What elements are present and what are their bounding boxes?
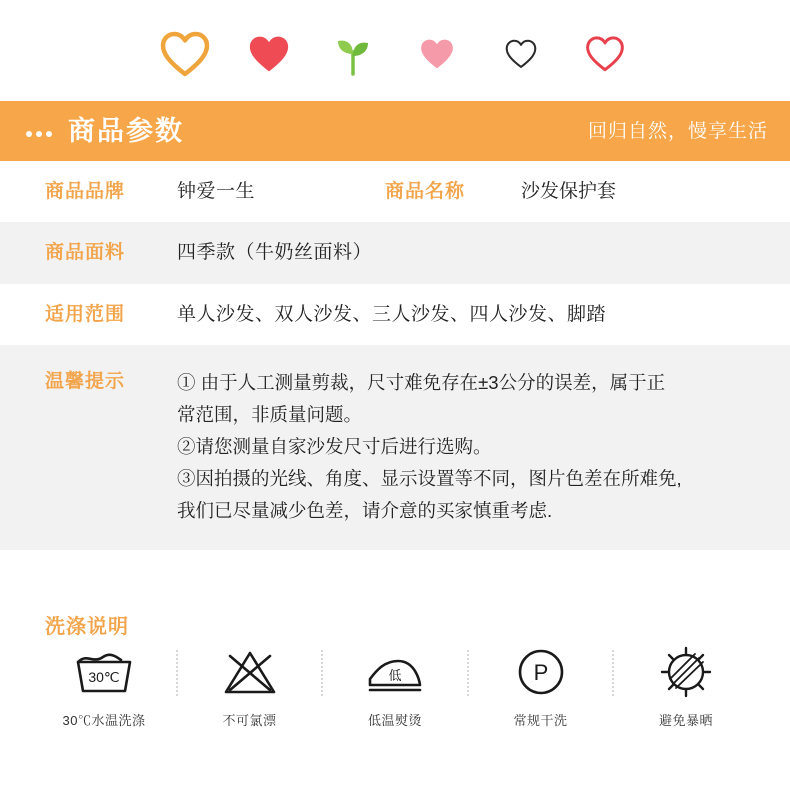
wash-label: 不可氯漂 — [222, 713, 277, 728]
washing-instructions-section — [0, 578, 790, 800]
sprout-green-icon — [325, 24, 381, 84]
param-value-notes — [177, 367, 760, 526]
dotted-divider — [321, 650, 323, 696]
param-value-brand: 钟爱一生 — [177, 181, 256, 202]
svg-text:低: 低 — [388, 668, 402, 683]
table-row — [0, 284, 790, 345]
heart-outline-dark-icon — [493, 24, 549, 84]
dry-clean-p-icon — [516, 646, 566, 698]
table-row — [0, 161, 790, 222]
param-value-product-name: 沙发保护套 — [521, 181, 617, 202]
wash-item-no-sunlight — [627, 646, 745, 729]
no-bleach-icon — [222, 646, 278, 698]
table-row — [0, 222, 790, 283]
wash-label: 常规干洗 — [513, 713, 568, 728]
section-title: 商品参数 — [68, 115, 184, 146]
heart-outline-orange-icon — [157, 24, 213, 84]
wash-tub-30-icon — [73, 646, 135, 698]
note-line: 我们已尽量减少色差，请介意的买家慎重考虑. — [177, 499, 553, 521]
dotted-divider — [467, 650, 469, 696]
wash-item-machine-wash — [45, 646, 163, 729]
wash-item-dry-clean — [482, 646, 600, 729]
no-sunlight-icon — [659, 646, 713, 698]
washing-instructions-title: 洗涤说明 — [45, 616, 129, 638]
svg-text:P: P — [533, 660, 548, 685]
param-label-product-name: 商品名称 — [385, 181, 466, 202]
dotted-divider — [612, 650, 614, 696]
low-iron-icon — [364, 646, 426, 698]
heart-outline-red-icon — [577, 24, 633, 84]
heart-filled-red-icon — [241, 24, 297, 84]
wash-label: 低温熨烫 — [367, 713, 422, 728]
note-line: ③因拍摄的光线、角度、显示设置等不同，图片色差在所难免, — [177, 467, 682, 489]
table-row-notes — [0, 345, 790, 550]
dotted-divider — [176, 650, 178, 696]
decorative-icon-row — [0, 18, 790, 90]
param-value-scope: 单人沙发、双人沙发、三人沙发、四人沙发、脚踏 — [177, 303, 607, 325]
wash-label: 30℃水温洗涤 — [62, 713, 146, 728]
param-label-scope: 适用范围 — [45, 303, 126, 325]
washing-icon-list — [45, 646, 745, 729]
note-line: ②请您测量自家沙发尺寸后进行选购。 — [177, 435, 492, 457]
wash-label: 避免暴晒 — [658, 713, 713, 728]
parameters-table — [0, 161, 790, 550]
svg-text:30℃: 30℃ — [88, 669, 120, 685]
param-label-brand: 商品品牌 — [45, 181, 126, 202]
heart-filled-pink-icon — [409, 24, 465, 84]
wash-item-no-bleach — [191, 646, 309, 729]
param-label-notes: 温馨提示 — [45, 371, 126, 393]
param-value-fabric: 四季款（牛奶丝面料） — [177, 242, 373, 264]
note-line: ① 由于人工测量剪裁，尺寸难免存在±3公分的误差，属于正 — [177, 372, 666, 394]
note-line: 常范围，非质量问题。 — [177, 404, 363, 426]
section-header-bar — [0, 101, 790, 161]
three-dots-icon — [26, 131, 52, 137]
param-label-fabric: 商品面料 — [45, 242, 126, 264]
header-slogan: 回归自然，慢享生活 — [587, 120, 768, 142]
wash-item-low-iron — [336, 646, 454, 729]
